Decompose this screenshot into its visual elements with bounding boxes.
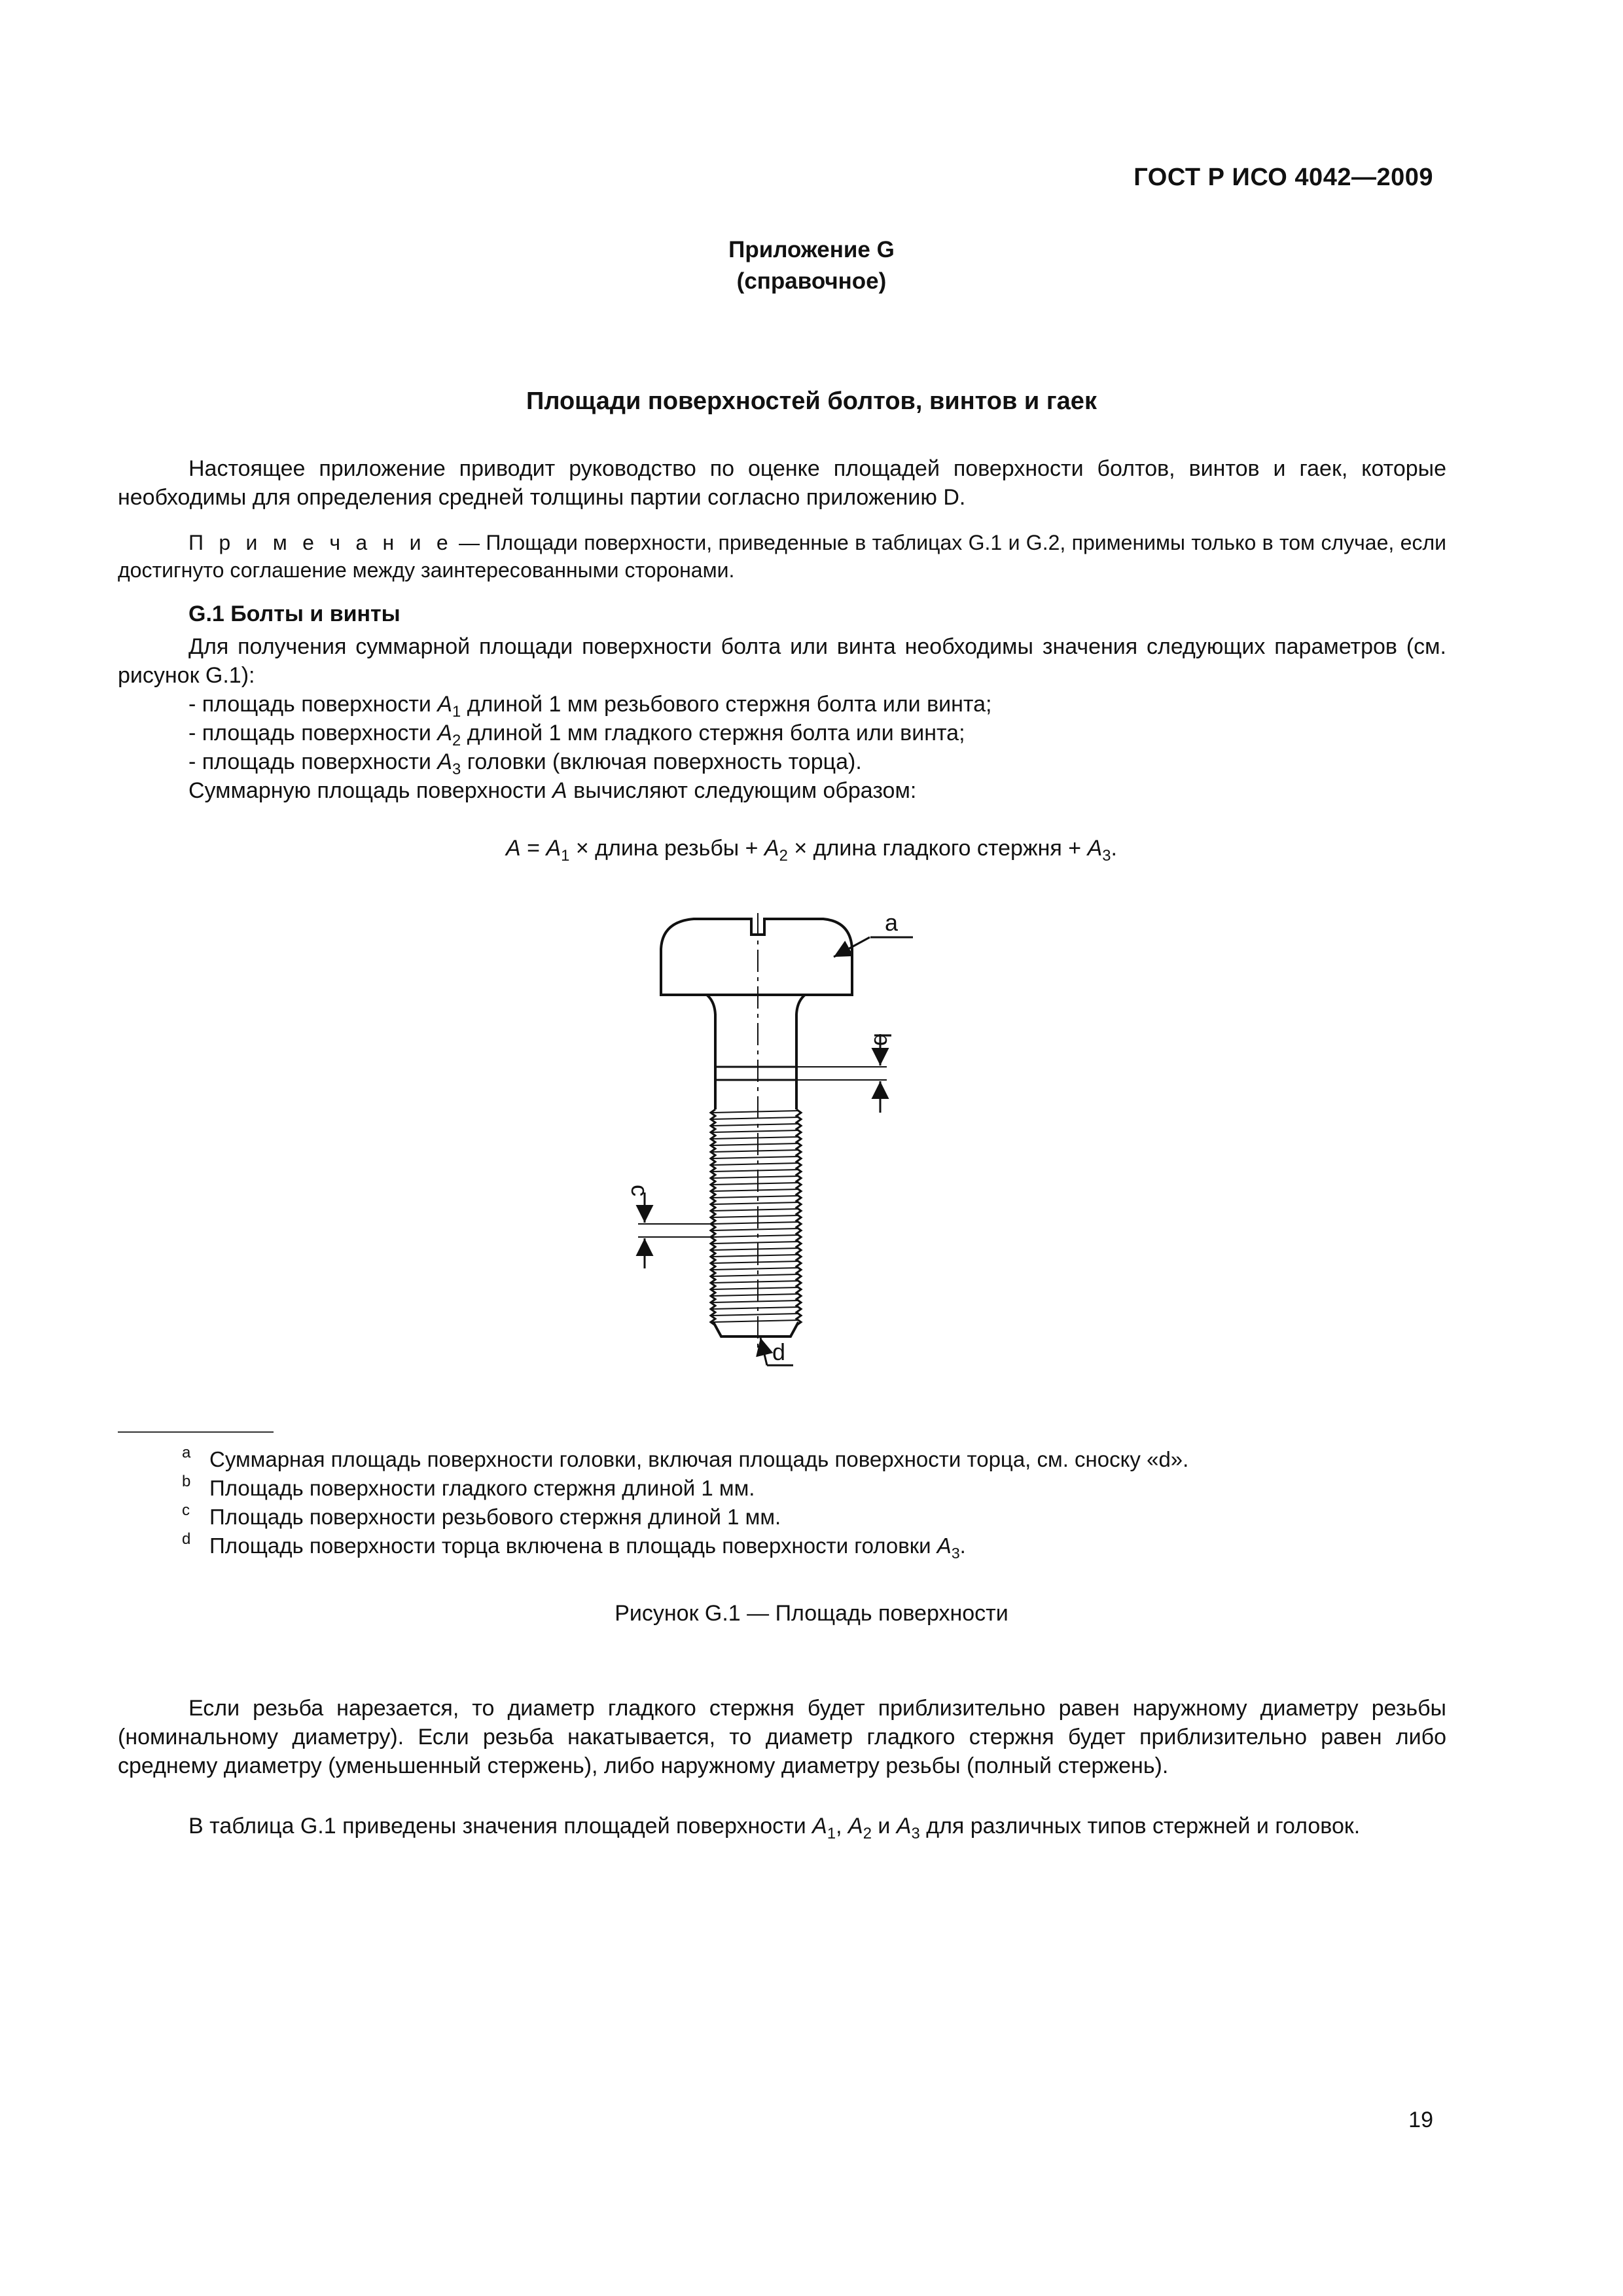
thread-line — [713, 1294, 799, 1296]
bolt-drawing — [576, 897, 969, 1414]
bolt-figure — [576, 897, 969, 1414]
thread-line — [713, 1307, 799, 1309]
thread-line — [713, 1274, 799, 1276]
thread-edge — [796, 1109, 801, 1325]
standard-number: ГОСТ Р ИСО 4042—2009 — [1133, 164, 1433, 191]
thread-line — [713, 1157, 799, 1158]
thread-line — [713, 1281, 799, 1283]
table-reference-paragraph: В таблица G.1 приведены значения площадей поверхности $A_1$, $A_2$ и $A_3$ для различных типов стержней и головок. — [188, 1814, 1361, 1842]
list-item: - площадь поверхности $A_3$ головки (включая поверхность торца). — [188, 749, 862, 778]
thread-line — [713, 1170, 799, 1172]
bolt-head — [661, 919, 852, 995]
footnote-c: c Площадь поверхности резьбового стержня длиной 1 мм. — [182, 1501, 781, 1529]
label-d: d — [772, 1338, 786, 1365]
thread-line — [713, 1287, 799, 1289]
annex-heading — [0, 234, 1623, 297]
thread-line — [713, 1163, 799, 1165]
footnote-b: b Площадь поверхности гладкого стержня длиной 1 мм. — [182, 1473, 755, 1500]
head-fillet — [707, 995, 715, 1067]
area-formula: $A = A_1$ × длина резьбы + $A_2$ × длина гладкого стержня + $A_3$. — [506, 836, 1117, 865]
thread-line — [713, 1117, 799, 1119]
thread-line — [713, 1248, 799, 1250]
page-number: 19 — [1408, 2108, 1433, 2132]
thread-line — [713, 1300, 799, 1302]
footnote-rule — [118, 1431, 274, 1433]
figure-caption: Рисунок G.1 — Площадь поверхности — [615, 1601, 1008, 1626]
thread-line — [713, 1235, 799, 1237]
thread-line — [713, 1242, 799, 1244]
thread-line — [713, 1261, 799, 1263]
intro-paragraph: Настоящее приложение приводит руководство по оценке площадей поверхности болтов, винтов и гаек, которые необходимы для определения средней толщины партии согласно приложению D. — [118, 456, 1446, 510]
bolt-end — [713, 1322, 798, 1336]
section-g1 — [118, 600, 1446, 805]
footnote-d: d Площадь поверхности торца включена в площадь поверхности головки $A_3$. — [182, 1530, 966, 1562]
annex-title: Площади поверхностей болтов, винтов и гаек — [526, 387, 1097, 415]
thread-line — [713, 1124, 799, 1126]
note-text: — Площади поверхности, приведенные в таблицах G.1 и G.2, применимы только в том случае, если достигнуто соглашение между заинтересованными сторонами. — [118, 531, 1447, 582]
note-paragraph — [118, 529, 1446, 584]
label-a: a — [885, 909, 899, 936]
thread-line — [713, 1143, 799, 1145]
footnote-a: a Суммарная площадь поверхности головки, включая площадь поверхности торца, см. сноску «d». — [182, 1444, 1189, 1471]
note-label: П р и м е ч а н и е — [188, 531, 453, 554]
thread-line — [713, 1209, 799, 1211]
thread-line — [713, 1320, 799, 1322]
thread-line — [713, 1255, 799, 1257]
thread-line — [713, 1229, 799, 1230]
list-item: - площадь поверхности $A_2$ длиной 1 мм гладкого стержня болта или винта; — [188, 721, 965, 749]
thread-line — [713, 1183, 799, 1185]
thread-line — [713, 1222, 799, 1224]
label-c: c — [626, 1185, 653, 1196]
thread-line — [713, 1268, 799, 1270]
thread-line — [713, 1137, 799, 1139]
thread-line — [713, 1130, 799, 1132]
thread-paragraph: Если резьба нарезается, то диаметр гладкого стержня будет приблизительно равен наружному диаметру резьбы (номинальному диаметру). Если резьба накатывается, то диаметр гладкого стержня будет приблизительно равен либо среднему диаметру (уменьшенный стержень), либо наружному диаметру резьбы (полный стержень). — [118, 1696, 1446, 1778]
thread-line — [713, 1202, 799, 1204]
annex-label: Приложение G — [728, 237, 895, 262]
thread-line — [713, 1150, 799, 1152]
thread-section — [711, 1109, 801, 1325]
annex-kind: (справочное) — [736, 268, 887, 294]
thread-line — [713, 1196, 799, 1198]
section-heading: G.1 Болты и винты — [188, 601, 401, 626]
thread-line — [713, 1215, 799, 1217]
thread-line — [713, 1111, 799, 1113]
footnotes — [182, 1445, 1425, 1560]
thread-line — [713, 1189, 799, 1191]
thread-line — [713, 1314, 799, 1316]
section-lead: Для получения суммарной площади поверхности болта или винта необходимы значения следующих параметров (см. рисунок G.1): — [118, 634, 1446, 688]
thread-line — [713, 1176, 799, 1178]
list-item: - площадь поверхности $A_1$ длиной 1 мм резьбового стержня болта или винта; — [188, 692, 992, 721]
label-b: b — [869, 1033, 896, 1047]
sum-sentence: Суммарную площадь поверхности A вычисляют следующим образом: — [188, 778, 917, 803]
